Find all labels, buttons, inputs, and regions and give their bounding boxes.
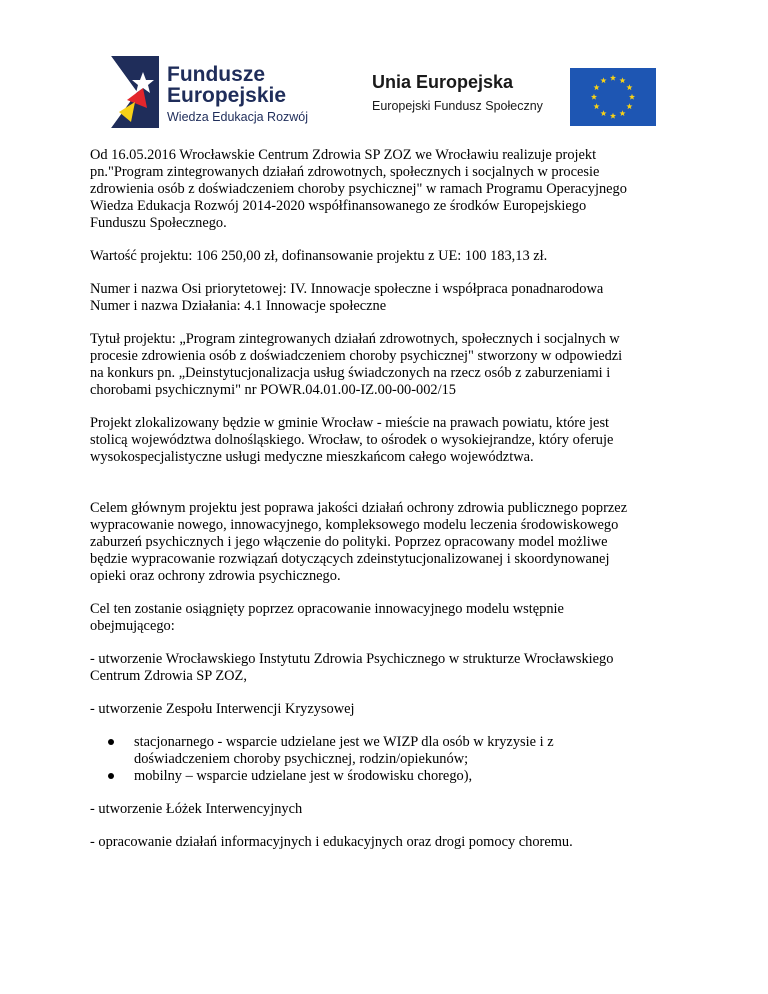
bullet-icon [108,773,114,779]
eu-flag-icon [570,68,656,126]
bullet-icon [108,739,114,745]
ue-logo-subtitle: Europejski Fundusz Społeczny [372,99,543,113]
fe-logo-subtitle: Wiedza Edukacja Rozwój [167,110,309,124]
fe-star-mark-icon [105,54,163,130]
list-item-crisis-team: - utworzenie Zespołu Interwencji Kryzysowej [90,701,355,717]
fe-logo-line2: Europejskie [167,84,287,107]
document-body [90,147,690,867]
priority-axis-paragraph: Numer i nazwa Osi priorytetowej: IV. Innowacje społeczne i współpraca ponadnarodowa Numer i nazwa Działania: 4.1 Innowacje społeczne [90,281,604,314]
list-item-information-actions: - opracowanie działań informacyjnych i edukacyjnych oraz drogi pomocy choremu. [90,834,573,850]
fundusze-europejskie-logo [105,52,377,132]
ue-logo-title: Unia Europejska [372,72,514,92]
project-value-paragraph: Wartość projektu: 106 250,00 zł, dofinansowanie projektu z UE: 100 183,13 zł. [90,248,548,264]
unia-europejska-logo [368,66,668,126]
bullet-item-stationary: stacjonarnego - wsparcie udzielane jest we WIZP dla osób w kryzysie i z doświadczeniem choroby psychicznej, rodzin/opiekunów; [134,734,690,768]
achievement-paragraph: Cel ten zostanie osiągnięty poprzez opracowanie innowacyjnego modelu wstępnie obejmującego: [90,601,564,634]
main-goal-paragraph: Celem głównym projektu jest poprawa jakości działań ochrony zdrowia publicznego poprzez wypracowanie nowego, innowacyjnego, kompleksowego modelu leczenia środowiskowego zaburzeń psychicznych i jego włączenie do polityki. Poprzez opracowany model możliwe będzie wypracowanie rozwiązań dotyczących zdeinstytucjonalizowanej i skoordynowanej opieki oraz ochrony zdrowia psychicznego. [90,500,628,584]
list-item-institute: - utworzenie Wrocławskiego Instytutu Zdrowia Psychicznego w strukturze Wrocławskiego Centrum Zdrowia SP ZOZ, [90,651,614,684]
list-item-intervention-beds: - utworzenie Łóżek Interwencyjnych [90,801,303,817]
fe-logo-line1: Fundusze [167,63,265,86]
location-paragraph: Projekt zlokalizowany będzie w gminie Wrocław - mieście na prawach powiatu, które jest stolicą województwa dolnośląskiego. Wrocław, to ośrodek o wysokiejrandze, który oferuje wysokospecjalistyczne usługi medyczne mieszkańcom całego województwa. [90,415,614,465]
bullet-item-mobile: mobilny – wsparcie udzielane jest w środowisku chorego), [134,768,690,785]
project-title-paragraph: Tytuł projektu: „Program zintegrowanych działań zdrowotnych, społecznych i socjalnych w procesie zdrowienia osób z doświadczeniem choroby psychicznej" stworzony w odpowiedzi na konkurs pn. „Deinstytucjonalizacja usług świadczonych na rzecz osób z zaburzeniami i chorobami psychicznymi" nr POWR.04.01.00-IZ.00-00-002/15 [90,331,623,398]
intro-paragraph: Od 16.05.2016 Wrocławskie Centrum Zdrowia SP ZOZ we Wrocławiu realizuje projekt pn."Program zintegrowanych działań zdrowotnych, społecznych i socjalnych w procesie zdrowienia osób z doświadczeniem choroby psychicznej" w ramach Programu Operacyjnego Wiedza Edukacja Rozwój 2014-2020 współfinansowanego ze środków Europejskiego Funduszu Społecznego. [90,147,627,231]
crisis-team-bullet-list [90,734,690,785]
